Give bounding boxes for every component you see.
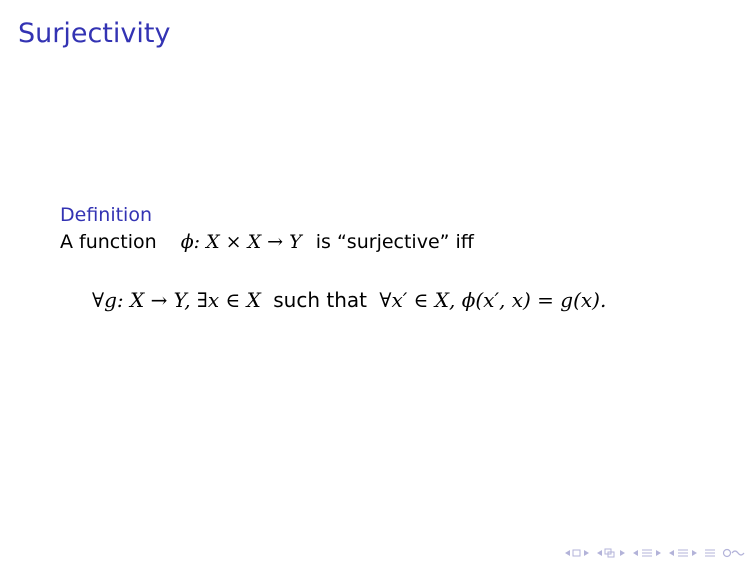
beamer-navigation bbox=[564, 548, 748, 561]
definition-formula bbox=[92, 288, 606, 312]
definition-intro: A function bbox=[60, 231, 157, 253]
nav-left-icon[interactable] bbox=[564, 548, 590, 561]
nav-section-icon[interactable] bbox=[668, 548, 698, 561]
definition-is-text: is “surjective” iff bbox=[315, 231, 474, 253]
formula-part2: ∀x′ ∈ X, ϕ(x′, x) = g(x). bbox=[379, 288, 607, 312]
nav-subsection-icon[interactable] bbox=[632, 548, 662, 561]
nav-appendix-icon[interactable] bbox=[704, 548, 716, 561]
formula-such-that: such that bbox=[273, 288, 368, 312]
frame-title: Surjectivity bbox=[18, 18, 171, 49]
function-expression: ϕ: X × X → Y bbox=[180, 231, 302, 253]
nav-frame-icon[interactable] bbox=[596, 548, 626, 561]
formula-part1: ∀g: X → Y, ∃x ∈ X bbox=[92, 288, 261, 312]
definition-body bbox=[60, 231, 474, 253]
definition-title: Definition bbox=[60, 204, 153, 226]
nav-search-icon[interactable] bbox=[722, 548, 748, 561]
